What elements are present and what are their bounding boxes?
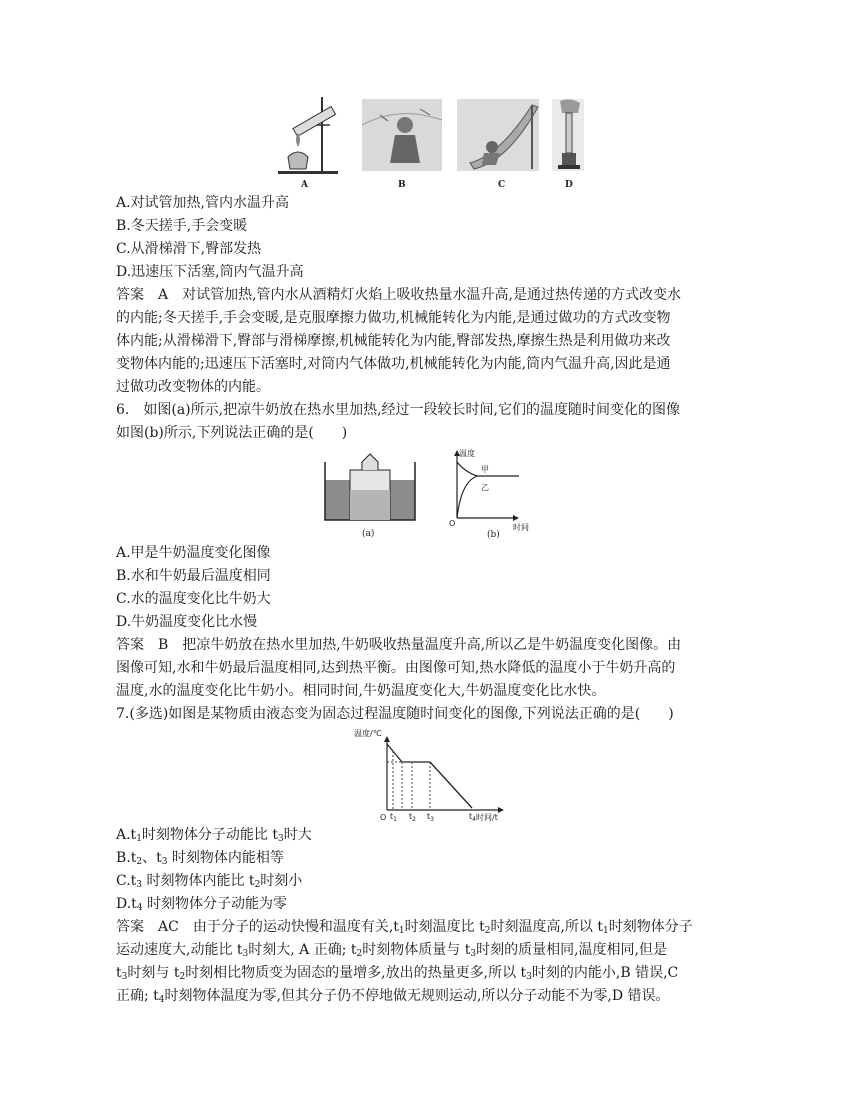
- q6-option-d: D.牛奶温度变化比水慢: [116, 614, 258, 630]
- figure-a-label: A: [301, 180, 308, 190]
- q6-answer-line-2: 图像可知,水和牛奶最后温度相同,达到热平衡。由图像可知,热水降低的温度小于牛奶升高的: [116, 660, 676, 676]
- q5-answer-line-1: 答案 A 对试管加热,管内水从酒精灯火焰上吸收热量水温升高,是通过热传递的方式改变水: [116, 287, 682, 303]
- q6-figure-b-graph: [445, 448, 545, 540]
- q7-answer-line-1: 答案 AC 由于分子的运动快慢和温度有关$,t_1$时刻温度比 $t_2$时刻温度高,所以 $t_1$时刻物体分子: [116, 919, 693, 936]
- q7-cooling-curve-graph: [352, 726, 512, 822]
- q6-stem-line-2: 如图(b)所示,下列说法正确的是( ): [116, 425, 348, 441]
- figure-c-label: C: [498, 180, 506, 190]
- q5-figure-strip: [270, 95, 590, 190]
- q7-answer-line-2: 运动速度大,动能比 $t_3$时刻大, A 正确; $t_2$时刻物体质量与 $t_3$时刻的质量相同,温度相同,但是: [116, 942, 667, 959]
- graph7-tick-t4: $t_4$: [469, 812, 476, 822]
- q6-answer-line-1: 答案 B 把凉牛奶放在热水里加热,牛奶吸收热量温度升高,所以乙是牛奶温度变化图像。由: [116, 637, 682, 653]
- q7-answer-line-4: 正确; $t_4$时刻物体温度为零,但其分子仍不停地做无规则运动,所以分子动能不为零,D 错误。: [116, 988, 670, 1005]
- graph7-tick-t1: $t_1$: [390, 812, 397, 822]
- graph7-tick-t2: $t_2$: [409, 812, 416, 822]
- q5-answer-line-5: 过做功改变物体的内能。: [116, 379, 270, 395]
- q5-option-d: D.迅速压下活塞,筒内气温升高: [116, 264, 304, 280]
- figure-b-rubbing-hands: [362, 99, 442, 171]
- figure-a-test-tube-heating: [278, 97, 338, 174]
- q6-fig-a-caption: (a): [362, 529, 375, 539]
- graph7-xlabel: 时间/t: [476, 813, 498, 822]
- graph-b-label-yi: 乙: [481, 483, 489, 492]
- figure-d-label: D: [565, 180, 573, 190]
- q6-figure-a-beaker: [320, 452, 420, 542]
- graph7-tick-t3: $t_3$: [427, 812, 434, 822]
- graph7-ylabel: 温度/℃: [354, 729, 382, 738]
- q6-option-b: B.水和牛奶最后温度相同: [116, 568, 271, 584]
- graph-b-origin: O: [449, 519, 456, 528]
- figure-b-label: B: [398, 180, 406, 190]
- figure-c-slide: [457, 99, 539, 171]
- q6-stem-line-1: 6. 如图(a)所示,把凉牛奶放在热水里加热,经过一段较长时间,它们的温度随时间变化的图像: [116, 402, 680, 418]
- graph7-origin: O: [380, 813, 387, 822]
- q7-stem: 7.(多选)如图是某物质由液态变为固态过程温度随时间变化的图像,下列说法正确的是( ): [116, 706, 674, 722]
- q5-option-a: A.对试管加热,管内水温升高: [116, 195, 290, 211]
- q7-option-b: $B.t_2$、$t_3$ 时刻物体内能相等: [116, 850, 284, 867]
- q5-option-c: C.从滑梯滑下,臀部发热: [116, 241, 262, 257]
- q6-fig-b-caption: (b): [487, 530, 500, 540]
- q6-option-c: C.水的温度变化比牛奶大: [116, 591, 271, 607]
- q7-option-c: $C.t_3$ 时刻物体内能比 $t_2$时刻小: [116, 873, 303, 890]
- q7-option-a: $A.t_1$时刻物体分子动能比 $t_3$时大: [116, 827, 312, 844]
- curve-yi: [457, 476, 477, 518]
- q5-answer-line-2: 的内能;冬天搓手,手会变暖,是克服摩擦力做功,机械能转化为内能,是通过做功的方式改变物: [116, 310, 671, 326]
- q6-option-a: A.甲是牛奶温度变化图像: [116, 545, 271, 561]
- q5-option-b: B.冬天搓手,手会变暖: [116, 218, 248, 234]
- q7-option-d: $D.t_4$ 时刻物体分子动能为零: [116, 896, 287, 913]
- graph-b-xlabel: 时间: [513, 523, 529, 532]
- q5-answer-line-4: 变物体内能的;迅速压下活塞时,对筒内气体做功,机械能转化为内能,筒内气温升高,因此是通: [116, 356, 671, 372]
- figure-d-piston-cylinder: [552, 99, 584, 171]
- q7-answer-line-3: $t_3$时刻与 $t_2$时刻相比物质变为固态的量增多,放出的热量更多,所以 $t_3$时刻的内能小,B 错误,C: [116, 965, 679, 982]
- graph-b-ylabel: 温度: [459, 449, 475, 458]
- graph-b-label-jia: 甲: [481, 465, 489, 474]
- q6-answer-line-3: 温度,水的温度变化比牛奶小。相同时间,牛奶温度变化大,牛奶温度变化比水快。: [116, 683, 606, 699]
- q5-answer-line-3: 体内能;从滑梯滑下,臀部与滑梯摩擦,机械能转化为内能,臀部发热,摩擦生热是利用做功来改: [116, 333, 671, 349]
